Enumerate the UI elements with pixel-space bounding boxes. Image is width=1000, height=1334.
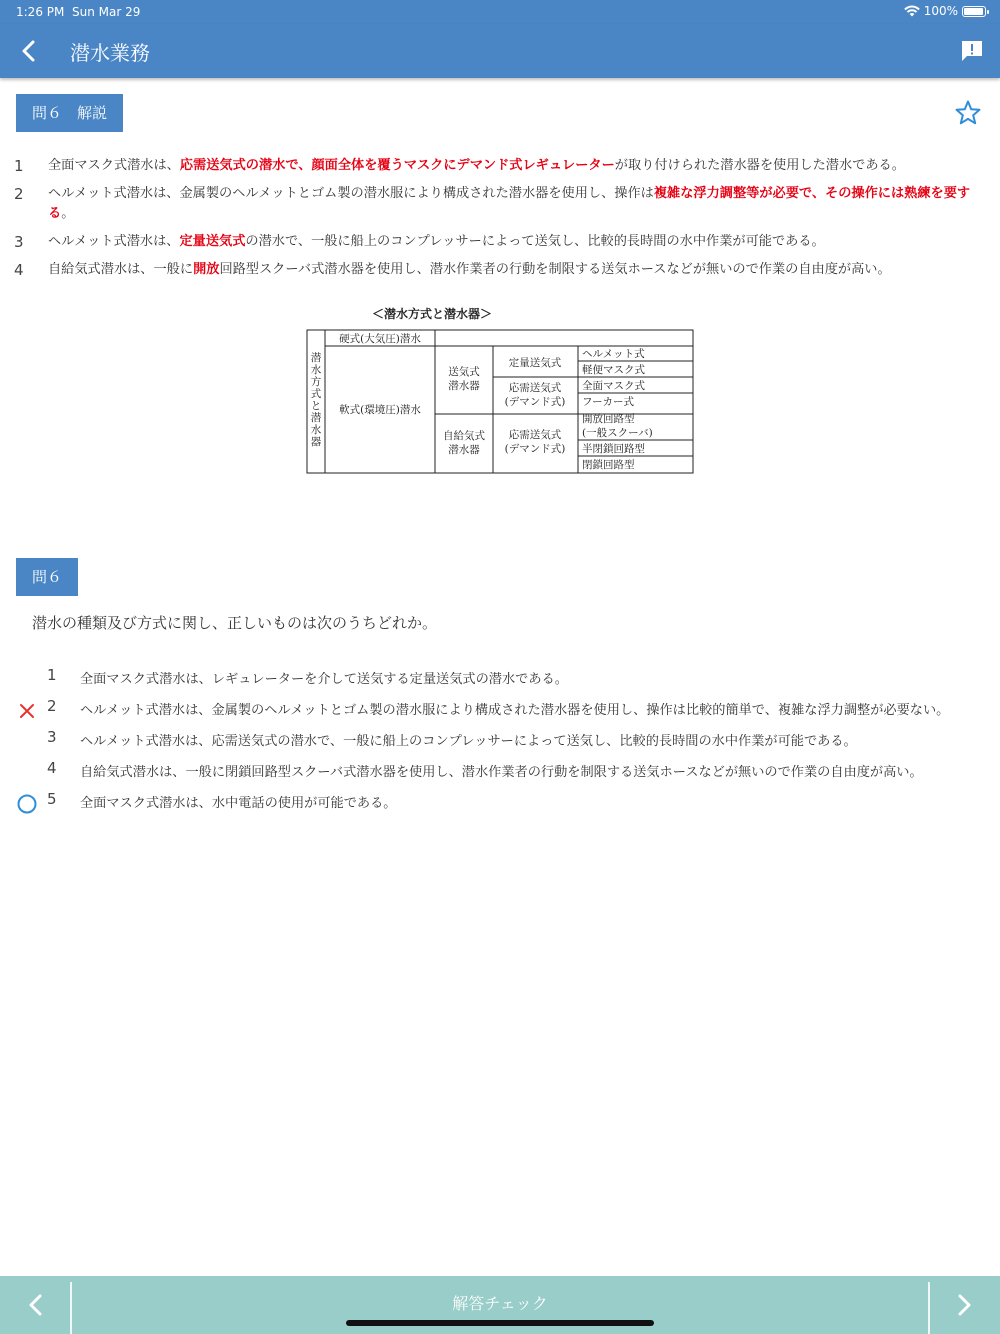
explanation-item-number: 4 [14,261,24,279]
explanation-item [14,156,982,176]
diagram-title: ＜潜水方式と潜水器＞ [372,307,493,321]
diagram-demand-supply-2b: (デマンド式) [504,443,566,455]
status-bar [0,0,1000,24]
explanation-text-segment: の潜水で、一般に船上のコンプレッサーによって送気し、比較的長時間の水中作業が可能である。 [245,234,825,249]
diagram-leaf-full-mask: 全面マスク式 [582,380,645,392]
explanation-text-segment: 。 [61,206,75,221]
diagram-leaf-helmet: ヘルメット式 [582,348,645,360]
diagram-leaf-semi-closed: 半閉鎖回路型 [582,443,645,455]
explanation-text-segment: ヘルメット式潜水は、 [48,234,180,249]
choice-item[interactable] [0,788,1000,816]
diagram-leaf-closed: 閉鎖回路型 [582,459,635,471]
diving-methods-diagram [305,305,695,477]
diagram-fixed-supply: 定量送気式 [508,357,562,369]
highlighted-text: 複雑な浮力調整等が必要で、その操作には熟練を要する [48,186,971,221]
diagram-supply-type-2: 潜水器 [448,380,480,392]
question-label: 問６ [16,558,78,596]
status-right [904,4,986,18]
choice-text: 全面マスク式潜水は、レギュレーターを介して送気する定量送気式の潜水である。 [80,672,568,687]
choice-text: 全面マスク式潜水は、水中電話の使用が可能である。 [80,796,397,811]
feedback-icon[interactable] [960,39,984,63]
diagram-side-label: 潜水方式と潜水器 [310,352,322,448]
explanation-item [14,184,982,224]
explanation-item-number: 1 [14,157,24,175]
explanation-label: 問６ 解説 [16,94,123,132]
choice-number: 3 [47,728,57,746]
explanation-item [14,260,982,280]
diagram-demand-supply-1b: (デマンド式) [504,396,566,408]
choice-text: ヘルメット式潜水は、応需送気式の潜水で、一般に船上のコンプレッサーによって送気し、比較的長時間の水中作業が可能である。 [80,734,857,749]
status-time: 1:26 PM [16,5,65,19]
diagram-leaf-open-circuit-2: (一般スクーバ) [582,427,653,439]
explanation-text-segment: ヘルメット式潜水は、金属製のヘルメットとゴム製の潜水服により構成された潜水器を使用し、操作は [48,186,654,201]
explanation-item-text [48,156,982,176]
highlighted-text: 定量送気式 [179,234,246,249]
diagram-self-contained: 自給気式 [443,430,485,442]
status-date: Sun Mar 29 [72,5,141,19]
explanation-text-segment: 自給気式潜水は、一般に [48,262,194,277]
choice-item[interactable] [0,757,1000,785]
diagram-demand-supply-2: 応需送気式 [508,429,562,441]
nav-bar [0,24,1000,78]
diagram-soft-diving: 軟式(環境圧)潜水 [339,404,421,416]
diagram-leaf-hooker: フーカー式 [582,396,634,408]
wrong-mark-icon [16,699,38,721]
diagram-leaf-open-circuit: 開放回路型 [582,413,635,425]
explanation-item-text [48,184,982,224]
diagram-demand-supply-1: 応需送気式 [508,382,562,394]
choice-text: 自給気式潜水は、一般に閉鎖回路型スクーバ式潜水器を使用し、潜水作業者の行動を制限する送気ホースなどが無いので作業の自由度が高い。 [80,765,923,780]
explanation-item-text [48,260,982,280]
wifi-icon [904,5,920,17]
home-indicator [346,1320,654,1326]
explanation-item-number: 2 [14,185,24,203]
question-text: 潜水の種類及び方式に関し、正しいものは次のうちどれか。 [32,614,438,632]
explanation-item-number: 3 [14,233,24,251]
highlighted-text: 応需送気式の潜水で、顔面全体を覆うマスクにデマンド式レギュレーター [179,158,615,173]
battery-icon [962,6,986,17]
explanation-text-segment: が取り付けられた潜水器を使用した潜水である。 [614,158,905,173]
highlighted-text: 開放 [193,262,220,277]
choice-number: 4 [47,759,57,777]
choice-item[interactable] [0,664,1000,692]
explanation-text-segment: 回路型スクーバ式潜水器を使用し、潜水作業者の行動を制限する送気ホースなどが無いので作業の自由度が高い。 [219,262,891,277]
choice-number: 1 [47,666,57,684]
diagram-hard-diving: 硬式(大気圧)潜水 [339,333,421,345]
diagram-supply-type: 送気式 [448,366,480,378]
explanation-list [14,156,982,288]
prev-chevron-icon[interactable] [0,1276,70,1334]
star-bookmark-icon[interactable] [954,99,982,127]
choice-item[interactable] [0,695,1000,723]
battery-percent: 100% [923,4,958,18]
back-chevron-icon[interactable] [16,37,44,65]
choice-item[interactable] [0,726,1000,754]
explanation-item [14,232,982,252]
page-title: 潜水業務 [70,41,150,65]
diagram-leaf-light-mask: 軽便マスク式 [582,364,645,376]
bottom-divider-left [70,1282,72,1334]
answer-check-button[interactable]: 解答チェック [452,1294,548,1313]
choice-number: 5 [47,790,57,808]
next-chevron-icon[interactable] [930,1276,1000,1334]
explanation-text-segment: 全面マスク式潜水は、 [48,158,180,173]
choice-number: 2 [47,697,57,715]
choice-text: ヘルメット式潜水は、金属製のヘルメットとゴム製の潜水服により構成された潜水器を使用し、操作は比較的簡単で、複雑な浮力調整が必要ない。 [80,703,950,718]
explanation-item-text [48,232,982,252]
diagram-self-contained-2: 潜水器 [448,444,480,456]
correct-mark-icon [16,792,38,814]
